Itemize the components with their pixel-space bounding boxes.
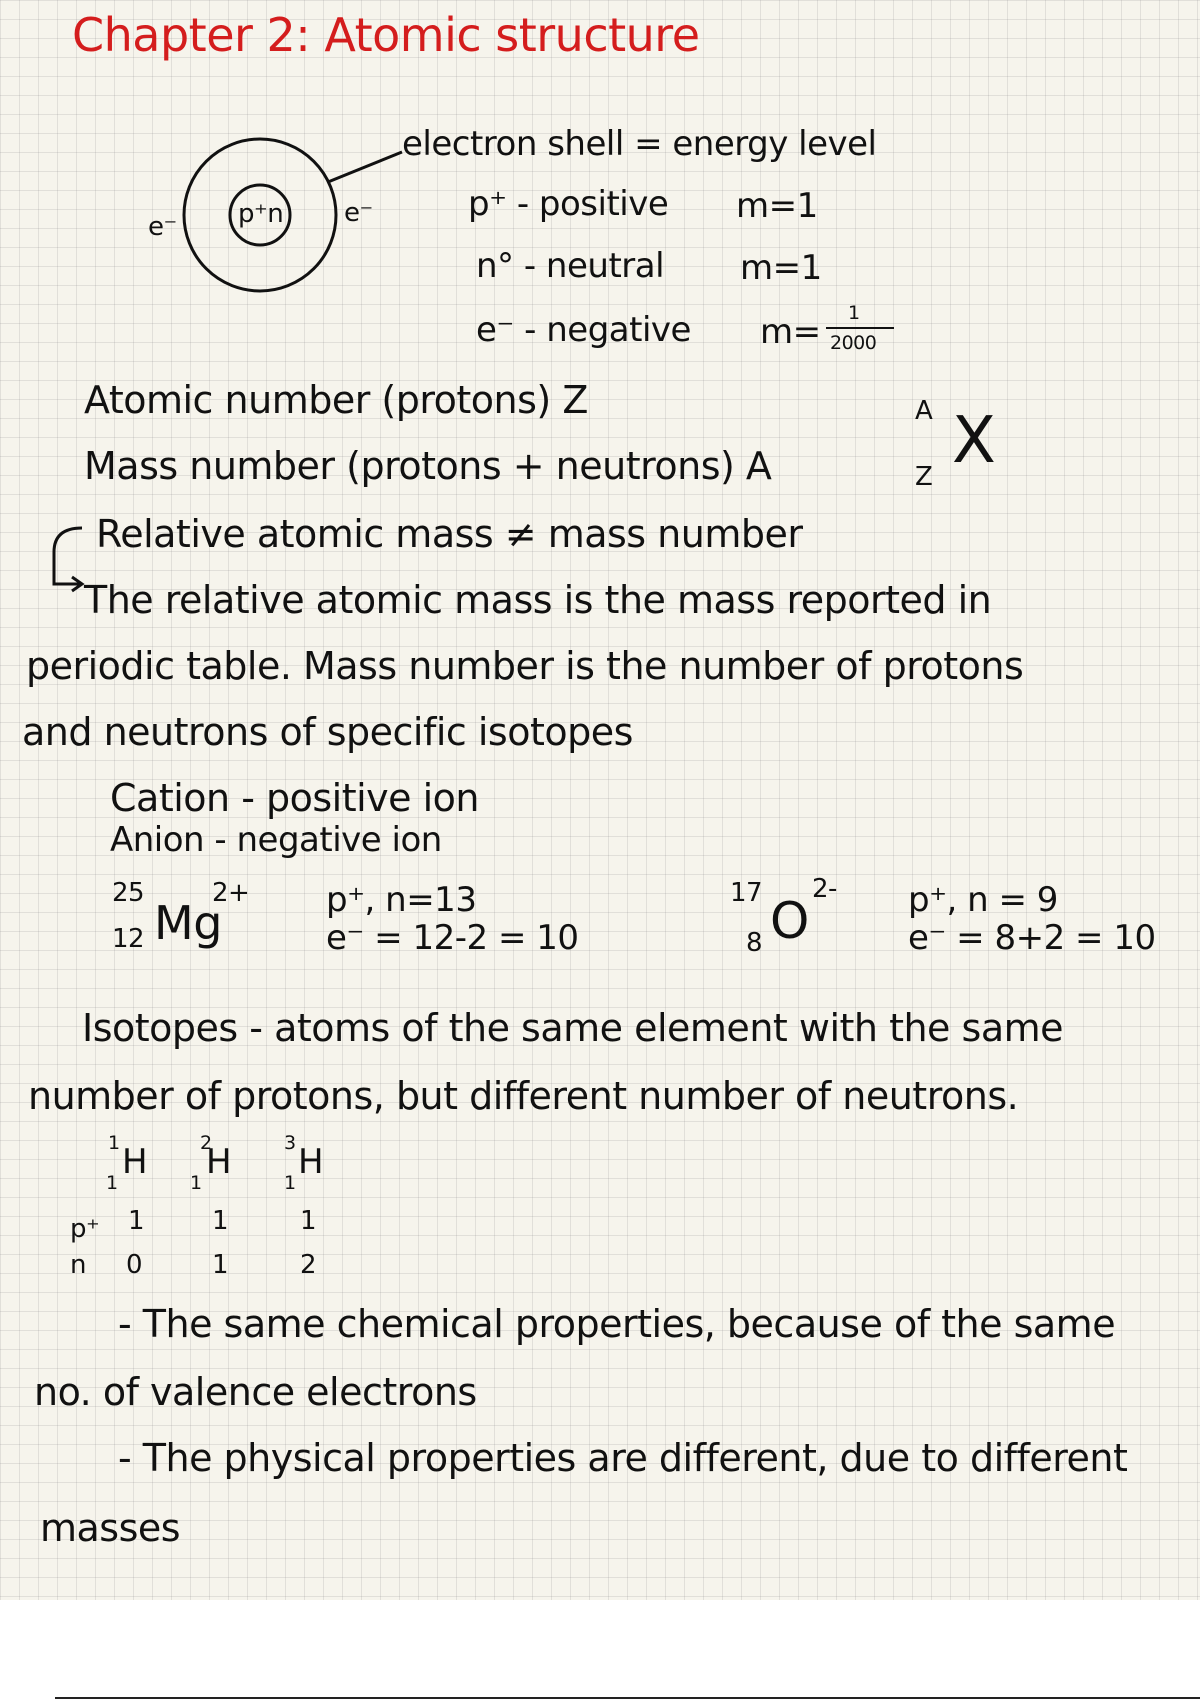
h2-mass: 2 xyxy=(200,1132,212,1154)
h1-neutrons: 0 xyxy=(126,1250,143,1280)
h3-protons: 1 xyxy=(300,1206,317,1236)
relative-mass-line-2: periodic table. Mass number is the number of protons xyxy=(26,644,1024,688)
fraction-bar xyxy=(826,327,894,329)
particle-neutron-mass: m=1 xyxy=(740,248,822,288)
h3-symbol: H xyxy=(298,1142,324,1182)
shell-label: electron shell = energy level xyxy=(402,124,877,164)
nucleus-label: p⁺n xyxy=(238,199,284,229)
notation-mass: A xyxy=(915,396,933,426)
mg-atomic-number: 12 xyxy=(112,924,145,954)
h3-mass: 3 xyxy=(284,1132,296,1154)
particle-electron-mass-num: 1 xyxy=(848,302,860,324)
particle-electron-mass-prefix: m= xyxy=(760,312,821,352)
shell-pointer-line xyxy=(328,152,402,182)
particle-proton: p⁺ - positive xyxy=(468,184,669,224)
h2-z: 1 xyxy=(190,1172,202,1194)
notation-symbol: X xyxy=(952,404,996,478)
o-line-2: e⁻ = 8+2 = 10 xyxy=(908,918,1156,958)
row-label-protons: p⁺ xyxy=(70,1214,100,1244)
relative-mass-line-1: The relative atomic mass is the mass reported in xyxy=(84,578,992,622)
relative-mass-heading: Relative atomic mass ≠ mass number xyxy=(96,512,803,556)
h3-neutrons: 2 xyxy=(300,1250,317,1280)
particle-neutron: n° - neutral xyxy=(476,246,665,286)
mg-line-2: e⁻ = 12-2 = 10 xyxy=(326,918,579,958)
cation-line: Cation - positive ion xyxy=(110,776,479,820)
mg-charge: 2+ xyxy=(212,878,250,908)
electron-right: e⁻ xyxy=(344,198,373,228)
anion-line: Anion - negative ion xyxy=(110,820,442,860)
h1-protons: 1 xyxy=(128,1206,145,1236)
o-line-1: p⁺, n = 9 xyxy=(908,880,1058,920)
electron-left: e⁻ xyxy=(148,212,177,242)
h1-mass: 1 xyxy=(108,1132,120,1154)
row-label-neutrons: n xyxy=(70,1250,86,1280)
o-symbol: O xyxy=(770,892,809,950)
o-charge: 2- xyxy=(812,874,837,904)
particle-electron-mass-den: 2000 xyxy=(830,332,877,354)
properties-line-4: masses xyxy=(40,1506,181,1550)
h2-symbol: H xyxy=(206,1142,232,1182)
isotopes-line-2: number of protons, but different number of neutrons. xyxy=(28,1074,1019,1118)
particle-proton-mass: m=1 xyxy=(736,186,818,226)
mg-line-1: p⁺, n=13 xyxy=(326,880,477,920)
properties-line-1: - The same chemical properties, because of the same xyxy=(118,1302,1116,1346)
mg-mass-number: 25 xyxy=(112,878,145,908)
isotopes-line-1: Isotopes - atoms of the same element with the same xyxy=(82,1006,1063,1050)
h2-protons: 1 xyxy=(212,1206,229,1236)
mass-number-line: Mass number (protons + neutrons) A xyxy=(84,444,772,488)
h1-z: 1 xyxy=(106,1172,118,1194)
bottom-divider xyxy=(55,1697,1200,1699)
o-mass-number: 17 xyxy=(730,878,763,908)
particle-electron: e⁻ - negative xyxy=(476,310,691,350)
page-title: Chapter 2: Atomic structure xyxy=(72,8,700,62)
atomic-number-line: Atomic number (protons) Z xyxy=(84,378,588,422)
h1-symbol: H xyxy=(122,1142,148,1182)
notation-atomic: Z xyxy=(915,462,933,492)
h3-z: 1 xyxy=(284,1172,296,1194)
properties-line-3: - The physical properties are different, due to different xyxy=(118,1436,1128,1480)
relative-mass-line-3: and neutrons of specific isotopes xyxy=(22,710,633,754)
mg-symbol: Mg xyxy=(154,896,222,950)
o-atomic-number: 8 xyxy=(746,928,763,958)
h2-neutrons: 1 xyxy=(212,1250,229,1280)
properties-line-2: no. of valence electrons xyxy=(34,1370,477,1414)
